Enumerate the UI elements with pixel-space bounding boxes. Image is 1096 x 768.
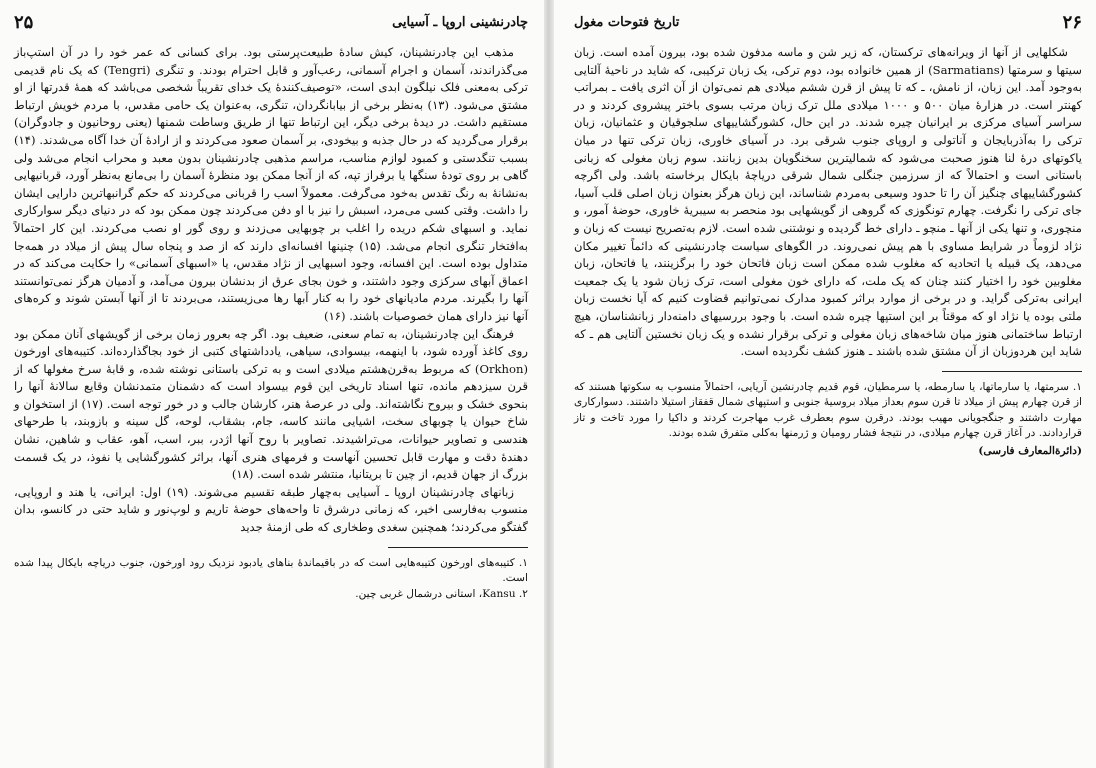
left-page-body xyxy=(14,44,528,537)
footnote: ۲. Kansu، استانی درشمال غربی چین. xyxy=(355,587,528,600)
left-page-footnotes xyxy=(14,556,528,603)
right-page-footnotes xyxy=(574,380,1082,460)
footnote-divider xyxy=(942,371,1082,372)
running-title: تاریخ فتوحات مغول xyxy=(574,14,680,30)
right-page-header xyxy=(574,10,1082,34)
paragraph: شکلهایی از آنها از ویرانه‌های ترکستان، که زیر شن و ماسه مدفون شده بود، بیرون آمده است. زبان سیتها و سرمتها (Sarmatians) از همین خانواده بود، دوم ترکی، یک زبان ترکیبی، که شاید در ناحیهٔ آلتایی به‌وجود آمد. این زبان، از نامش، ـ که تا پیش از قرن ششم میلادی هم نمی‌توان از آن اثری یافت ـ بمراتب کهنتر است. در هزارهٔ میان ۵۰۰ و ۱۰۰۰ میلادی ملل ترک زبان مرتب بسوی باختر پیشروی کردند و در سراسر آسیای مرکزی بر ایرانیان چیره شدند. در این حال، کشورگشاییهای سلجوقیان و عثمانیان، زبان ترکی را به‌آذربایجان و آناتولی و اروپای جنوب شرقی برد. در آسیای خاوری، زبان ترکی تنها در میان یاکوتهای درهٔ لنا هنوز صحبت می‌شود که شمالیترین سخنگویان بدین زبانند. سوم زبان مغولی که زبانی باستانی است و احتمالاً که از سرزمین جنگلی شمال شرقی دریاچهٔ بایکال برخاسته باشد. ولی اگرچه کشورگشاییهای چنگیز آن را تا حدود وسیعی به‌مردم شناساند، این زبان هرگز بعنوان زبان اصلی قلب آسیا، جای ترکی را نگرفت. چهارم تونگوزی که گروهی از گویشهایی بود منحصر به سیبریهٔ خاوری، حوضهٔ آمور، و منچوری، و تنها یکی از آنها ـ منچو ـ دارای خط گردیده و نوشتنی شده است. لازم به‌تصریح نیست که زبان و نژاد لزوماً در شرایط مساوی با هم پیش نمی‌روند. در الگوهای سیاست چادرنشینی که دائماً تغییر مکان می‌دهد، یک قبیله یا اتحادیه که مغلوب شده ممکن است زبان فاتحان خود را برگزینند، یا فاتحان، زبان مغلوبین خود را اختیار کنند چنان که یک ملت، که دارای خون مغولی است، ترک زبان شود یا یک جمعیت ایرانی به‌ترکی گراید. و در برخی از موارد براثر کمبود مدارک نمی‌توانیم قضاوت کنیم که آیا نخست زبان ملتی بوده یا نژاد او که موقتاً بر این استپها چیره شده است. با وجود بررسیهای دامنه‌دار زبانشناسان، هیچ ارتباط ساختمانی هنوز میان شاخه‌های زبان مغولی و ترکی برقرار نشده و یک زبان نخستین آلتایی هم ـ که شاید این هردوزبان از آن مشتق شده باشند ـ هنوز کشف نگردیده است. xyxy=(574,45,1082,359)
paragraph: زبانهای چادرنشینان اروپا ـ آسیایی به‌چهار طبقه تقسیم می‌شوند. (۱۹) اول: ایرانی، یا هند و اروپایی، منسوب به‌فارسی اخیر، که زمانی درشرق تا واحه‌های حوضهٔ تاریم و لوپ‌نور و شاید حتی در کانسو، بدان گفتگو می‌کردند؛ همچنین سغدی وطخاری که طی ازمنهٔ جدید xyxy=(14,484,528,535)
paragraph: فرهنگ این چادرنشینان، به‌ تمام سعنی، ضعیف بود. اگر چه بعرور زمان برخی از گویشهای آنان ممکن بود روی کاغذ آورده شود، با اینهمه، بیسوادی، سیاهی، یادداشتهای کتبی از خود بجاگذارده‌اند. کتیبه‌های اورخون (Orkhon) که مربوط به‌قرن‌هشتم میلادی است و به ترکی باستانی نوشته شده، و قابهٔ سرخ مغولها که از قرن سیزدهم مانده، تنها اسناد تاریخی این قوم بیسواد است که دشمنان متمدنشان وقایع سالانهٔ آنها را بنحوی خشک و بیروح نگاشته‌اند. ولی در عرصهٔ هنر، کارشان جالب و در خور توجه است. (۱۷) از استخوان و شاخ حیوان یا چوبهای سخت، اشیایی مانند کاسه، جام، بشقاب، لوحه، گل سینه و بازوبند، با طرحهای هندسی و تصاویر حیوانات، می‌تراشیدند. تصاویر با روح آنها اژدر، ببر، اسب، آهو، عقاب و شاهین، نشان دهندهٔ دقت و مهارت قابل تحسین آنهاست و فرمهای هنری آنها، براثر کشورگشایی یا نفوذ، در یک قسمت بزرگ از جهان قدیم، از چین تا بریتانیا، منتشر شده است. (۱۸) xyxy=(14,326,529,482)
page-number: ۲۶ xyxy=(1062,11,1082,33)
right-page-body xyxy=(574,44,1082,361)
running-title: چادرنشینی اروپا ـ آسیایی xyxy=(392,14,528,30)
right-page xyxy=(554,0,1096,768)
book-gutter xyxy=(544,0,554,768)
footnote: ۱. کتیبه‌های اورخون کتیبه‌هایی است که در باقیماندهٔ بناهای یادبود نزدیک رود اورخون، جنوب دریاچه بایکال پیدا شده است. xyxy=(14,556,528,585)
left-page xyxy=(0,0,544,768)
footnote: ۱. سرمتها، یا سارماتها، یا سارمطه، یا سرمطیان، قوم قدیم چادرنشین آریایی، احتمالاً منسوب به سکوتها هستند که از قرن چهارم پیش از میلاد تا قرن سوم بعداز میلاد بروسیهٔ جنوبی و استپهای شمال قفقاز استیلا داشتند. دسوارکاری مهارت داشتند و جنگجویانی مهیب بودند. درقرن سوم بعطرف غرب مهاجرت کردند و داکیا را مورد تاخت و تاز قراردادند. در آغاز قرن چهارم میلادی، در نتیجهٔ فشار رومیان و ژرمنها به‌کلی متفرق شده بودند. xyxy=(574,380,1082,440)
footnote-divider xyxy=(388,547,528,548)
footnote-source: (دائرة‌المعارف فارسی) xyxy=(978,445,1082,458)
paragraph: مذهب این چادرنشینان، کیش سادهٔ طبیعت‌پرستی بود. برای کسانی که عمر خود را در آن استپ‌باز می‌گذراندند، آسمان و اجرام آسمانی، رعب‌آور و قابل احترام بودند. و تنگری (Tengri) که یک نام قدیمی ترکی به‌معنی فلک نیلگون ابدی است، «توصیف‌کنندهٔ یک خدای تقریباً شخصی می‌باشد که همهٔ قدرتها از او مشتق می‌شود. (۱۳) به‌نظر برخی از بیابانگردان، تنگری، به‌عنوان یک حامی مقدس، با مردم خویش ارتباط مستقیم داشت. در دیدهٔ برخی دیگر، این ارتباط تنها از طریق وساطت شمنها (یعنی روحانیون و جادوگران) برقرار می‌گردید که در حال جذبه و بیخودی، بر آسمان صعود می‌کردند و از ارادهٔ آن خدا آگاه می‌شدند. (۱۴) بسبب تنگدستی و کمبود لوازم مناسب، مراسم مذهبی چادرنشینان بدون معبد و محراب انجام می‌شد ولی گاهی بر روی تودهٔ سنگها یا برفراز تپه، که از آنجا ممکن بود منظرهٔ آسمان را بی‌مانع به‌نظر آورد، قربانیهایی به‌نشانهٔ به رنگ تقدس به‌خود می‌گرفت. معمولاً اسب را قربانی می‌کردند که حکم گرانبهاترین دارایی ایشان را داشت. وقتی کسی می‌مرد، اسبش را نیز با او دفن می‌کردند چون ممکن بود که در دنیای دیگر سوارکاری نماید. و اسبهای شکم دریده را اغلب بر چوبهایی می‌زدند و روی گور او نصب می‌کردند. این کار احتمالاً به‌افتخار تنگری انجام می‌شد. (۱۵) چنینها افسانه‌ای دارند که از صد و پنجاه سال پیش از میلاد در همه‌جا متداول بوده است. این افسانه، وجود اسبهایی از نژاد مقدس، یا «اسبهای آسمانی» را حکایت می‌کند که در اعماق آبهای سرکزی وجود داشتند، و خون بجای عرق از بدنشان بیرون می‌آمد، و آدمیان هرگز نمی‌توانستند آنها را بگیرند. مردم مادیانهای خود را به کنار آبها رها می‌زیستند، می‌بردند تا از آنها آبستن شوند و کره‌های آنها نیز دارای همان خصوصیات باشند. (۱۶) xyxy=(14,45,528,323)
page-number: ۲۵ xyxy=(14,11,34,33)
left-page-header xyxy=(14,10,528,34)
